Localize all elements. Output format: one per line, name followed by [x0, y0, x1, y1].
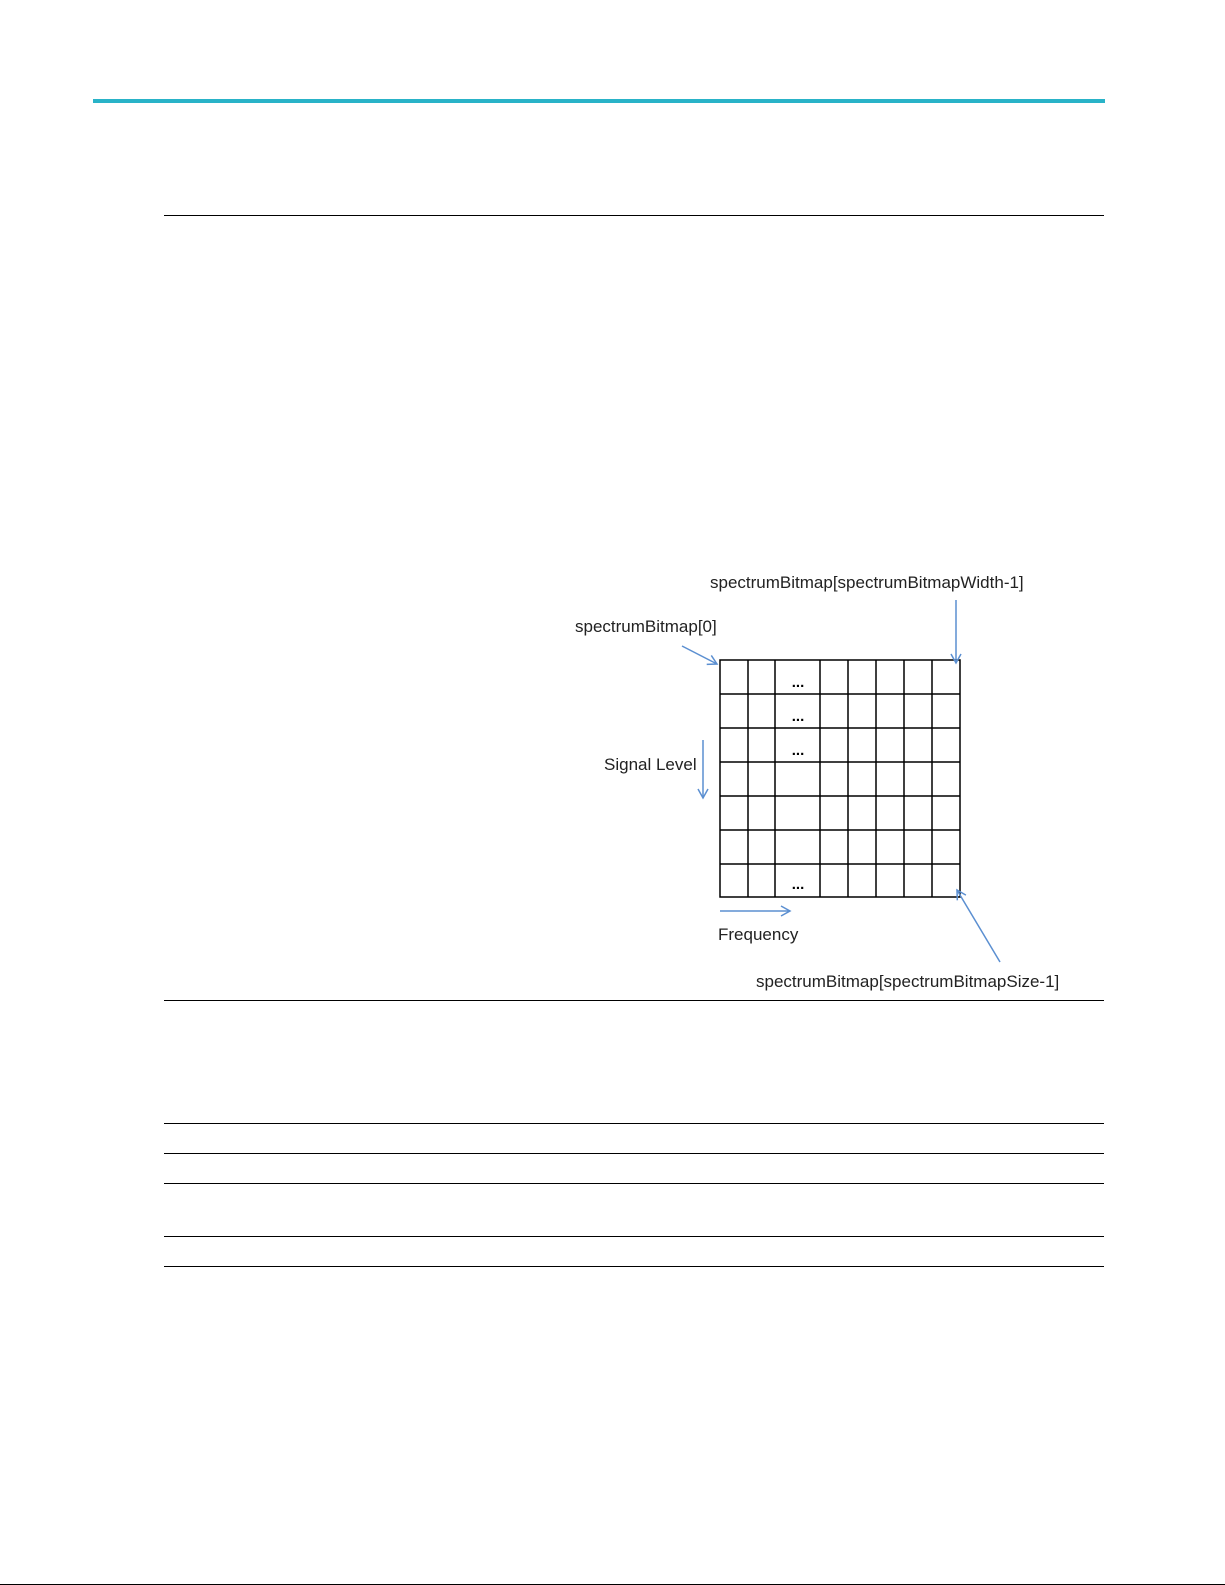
arrow-to-first-element	[682, 646, 717, 664]
table-rule-3	[164, 1183, 1104, 1184]
section-rule-top	[164, 215, 1104, 216]
ellipsis-row-1: ...	[791, 674, 805, 691]
table-rule-1	[164, 1123, 1104, 1124]
table-rule-2	[164, 1153, 1104, 1154]
label-frequency: Frequency	[718, 925, 799, 944]
label-last-element: spectrumBitmap[spectrumBitmapSize-1]	[756, 972, 1060, 991]
bitmap-grid	[720, 660, 960, 897]
header-accent-bar	[93, 99, 1105, 103]
label-top-right-element: spectrumBitmap[spectrumBitmapWidth-1]	[710, 573, 1024, 592]
ellipsis-row-2: ...	[791, 708, 805, 725]
spectrum-bitmap-figure	[560, 560, 1105, 1000]
table-rule-4	[164, 1236, 1104, 1237]
spectrum-bitmap-diagram	[560, 560, 1105, 1000]
section-rule-below-figure	[164, 1000, 1104, 1001]
ellipsis-row-last: ...	[791, 876, 805, 893]
label-first-element: spectrumBitmap[0]	[575, 617, 717, 636]
arrow-to-last-element	[957, 890, 1000, 962]
ellipsis-row-3: ...	[791, 742, 805, 759]
table-rule-5	[164, 1266, 1104, 1267]
label-signal-level: Signal Level	[604, 755, 697, 774]
